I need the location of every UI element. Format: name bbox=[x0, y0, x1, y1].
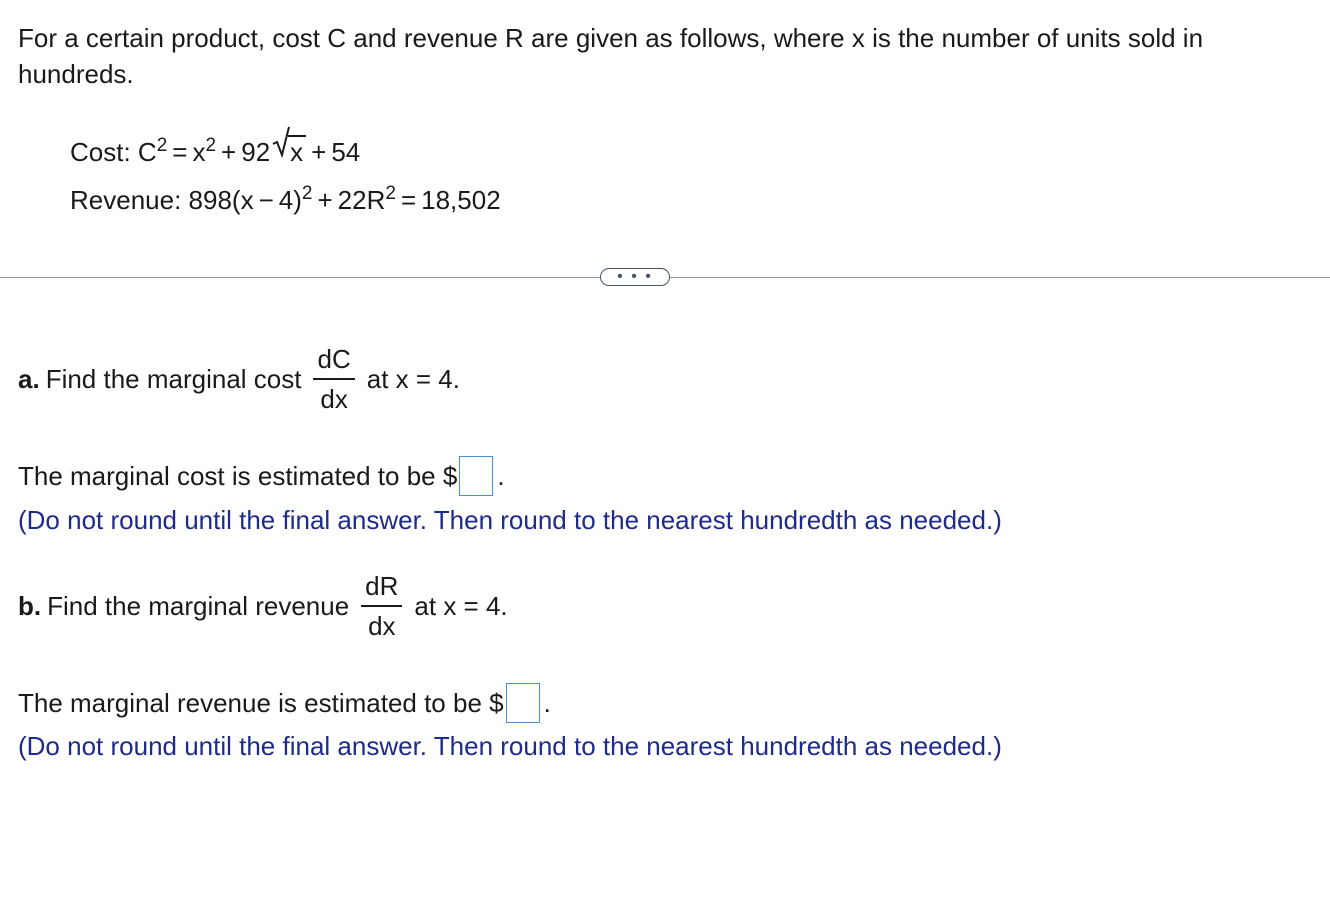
exponent: 2 bbox=[156, 135, 168, 156]
square-root bbox=[272, 128, 306, 176]
cost-equation bbox=[70, 128, 501, 176]
part-b-text: Find the marginal revenue bbox=[47, 590, 350, 621]
cost-constant: 54 bbox=[331, 137, 361, 167]
marginal-revenue-input[interactable] bbox=[506, 683, 540, 723]
exponent: 2 bbox=[385, 183, 396, 204]
more-options-button[interactable] bbox=[600, 268, 670, 286]
revenue-term2: 22R bbox=[337, 185, 386, 215]
cost-x: x bbox=[192, 137, 206, 167]
answer-b-prefix: The marginal revenue is estimated to be $ bbox=[18, 687, 504, 718]
derivative-fraction bbox=[313, 344, 354, 414]
fraction-numerator: dC bbox=[313, 344, 354, 380]
exponent: 2 bbox=[205, 135, 217, 156]
answer-a-line bbox=[18, 456, 505, 496]
fraction-numerator: dR bbox=[361, 571, 402, 607]
answer-b-suffix: . bbox=[543, 687, 551, 718]
revenue-rhs: 18,502 bbox=[421, 185, 501, 215]
rounding-hint-b: (Do not round until the final answer. Then round to the nearest hundredth as needed.) bbox=[18, 731, 1002, 761]
cost-lhs: C bbox=[137, 137, 157, 167]
cost-label: Cost: bbox=[70, 137, 138, 167]
equations-block bbox=[70, 128, 501, 224]
plus-sign: + bbox=[311, 137, 327, 167]
part-a-text: Find the marginal cost bbox=[45, 363, 302, 394]
plus-sign: + bbox=[317, 185, 333, 215]
revenue-equation bbox=[70, 176, 501, 224]
cost-coefficient: 92 bbox=[241, 137, 271, 167]
fraction-denominator: dx bbox=[320, 384, 348, 414]
equals-sign: = bbox=[172, 137, 188, 167]
answer-a-suffix: . bbox=[497, 460, 505, 491]
answer-b-line bbox=[18, 683, 551, 723]
answer-a-prefix: The marginal cost is estimated to be $ bbox=[18, 460, 458, 491]
part-b-label: b. bbox=[18, 590, 42, 621]
minus-sign: − bbox=[258, 185, 274, 215]
part-a-label: a. bbox=[18, 363, 40, 394]
revenue-label: Revenue: bbox=[70, 185, 189, 215]
rounding-hint-a: (Do not round until the final answer. Then round to the nearest hundredth as needed.) bbox=[18, 505, 1002, 535]
equals-sign: = bbox=[400, 185, 417, 215]
part-b-condition: at x = 4. bbox=[414, 590, 508, 621]
exponent: 2 bbox=[301, 183, 313, 204]
derivative-fraction bbox=[361, 571, 402, 641]
plus-sign: + bbox=[221, 137, 237, 167]
ellipsis-icon: • • • bbox=[617, 268, 653, 285]
radicand: x bbox=[288, 135, 306, 167]
problem-statement: For a certain product, cost C and revenue R are given as follows, where x is the number of units sold in hundreds. bbox=[18, 23, 1204, 89]
marginal-cost-input[interactable] bbox=[459, 456, 493, 496]
radical-sign-icon bbox=[272, 124, 290, 158]
part-a-question bbox=[18, 344, 460, 414]
fraction-denominator: dx bbox=[368, 611, 396, 641]
revenue-term1-close: 4) bbox=[278, 185, 302, 215]
part-a-condition: at x = 4. bbox=[366, 363, 460, 394]
revenue-term1: 898(x bbox=[188, 185, 254, 215]
part-b-question bbox=[18, 571, 508, 641]
